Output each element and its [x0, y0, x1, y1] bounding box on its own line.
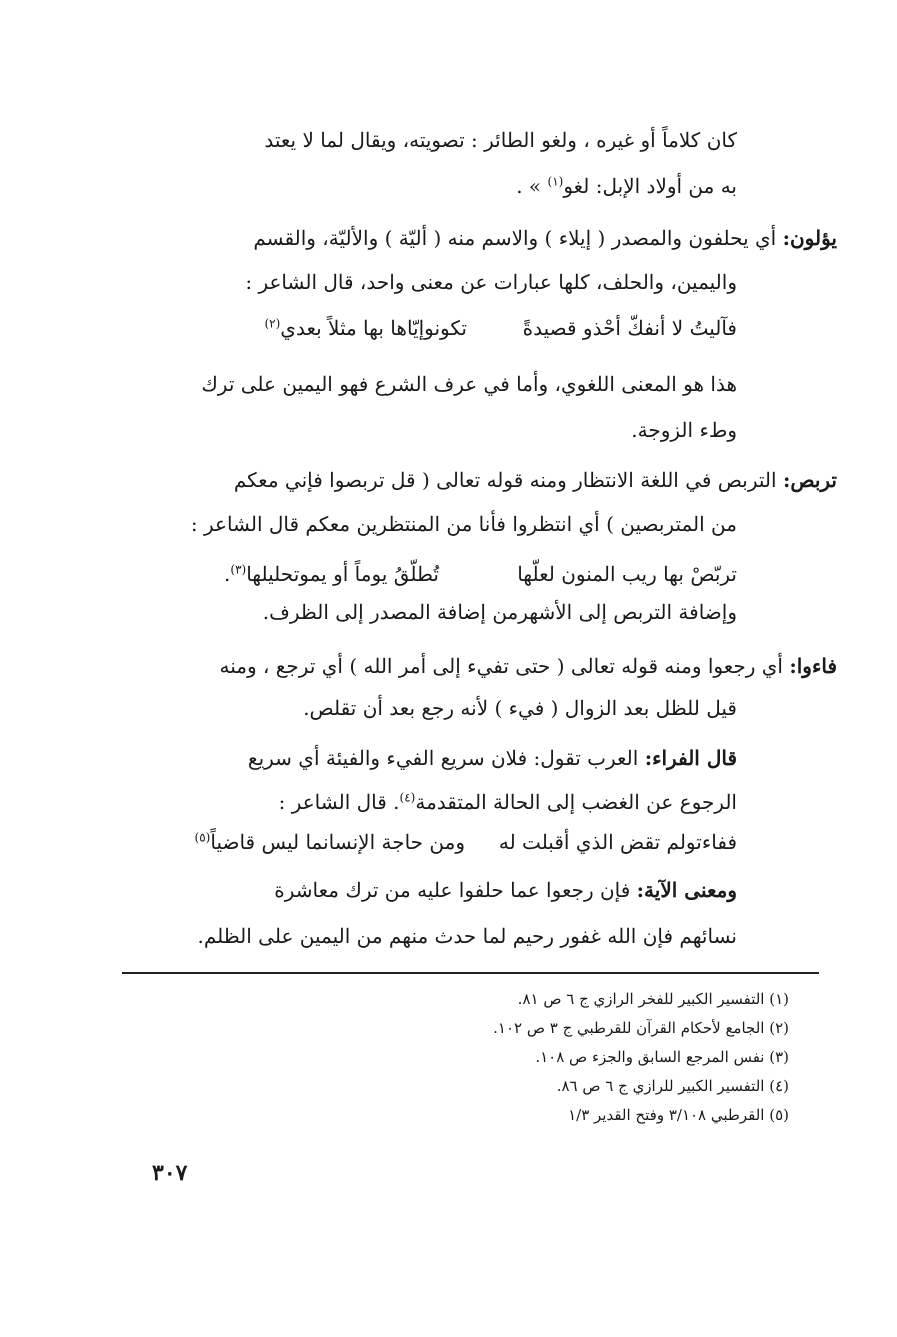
footnote-ref: (١) — [547, 174, 564, 189]
verse-second-hemistich — [224, 562, 439, 586]
body-line — [0, 468, 837, 492]
text-run: تربّصْ بها ريب المنون لعلّها — [517, 562, 737, 586]
footnote-text: (٣) نفس المرجع السابق والجزء ص ١٠٨. — [535, 1048, 789, 1066]
text-run: تكونوإيّاها بها مثلاً بعدي — [280, 316, 467, 340]
verse-first-hemistich — [517, 562, 737, 586]
footnote-ref: (٥) — [194, 830, 211, 845]
footnote — [557, 1077, 789, 1095]
verse-first-hemistich — [523, 316, 737, 340]
footnote — [518, 990, 789, 1008]
body-line — [0, 128, 737, 152]
term-label: تربص: — [782, 468, 837, 492]
text-run: فإن رجعوا عما حلفوا عليه من ترك معاشرة — [274, 878, 637, 902]
footnote-separator — [122, 972, 819, 974]
text-run: العرب تقول: فلان سريع الفيء والفيئة أي سريع — [247, 746, 645, 770]
term-label: قال الفراء: — [644, 746, 737, 770]
body-line — [0, 226, 837, 250]
body-line — [0, 270, 737, 294]
verse-second-hemistich — [195, 830, 465, 854]
text-run: وطء الزوجة. — [631, 418, 737, 442]
footnote-text: (٢) الجامع لأحكام القرآن للقرطبي ج ٣ ص ١٠٢. — [493, 1019, 789, 1037]
text-run: هذا هو المعنى اللغوي، وأما في عرف الشرع فهو اليمين على ترك — [201, 372, 737, 396]
body-line — [0, 512, 737, 536]
text-run: قيل للظل بعد الزوال ( فيء ) لأنه رجع بعد أن تقلص. — [303, 696, 737, 720]
text-run: نسائهم فإن الله غفور رحيم لما حدث منهم من اليمين على الظلم. — [197, 924, 737, 948]
text-run: وإضافة التربص إلى الأشهرمن إضافة المصدر إلى الظرف. — [262, 600, 737, 624]
text-run: ومن حاجة الإنسانما ليس قاضياً — [210, 830, 465, 854]
body-line — [0, 878, 737, 902]
text-run: واليمين، والحلف، كلها عبارات عن معنى واحد، قال الشاعر : — [245, 270, 737, 294]
footnote — [568, 1106, 789, 1124]
body-line — [0, 924, 737, 948]
body-line — [0, 654, 837, 678]
body-line — [0, 418, 737, 442]
text-run: كان كلاماً أو غيره ، ولغو الطائر : تصويته، ويقال لما لا يعتد — [264, 128, 737, 152]
text-run: ففاءتولم تقض الذي أقبلت له — [498, 830, 737, 854]
verse-second-hemistich — [264, 316, 467, 340]
verse-first-hemistich — [499, 830, 737, 854]
text-run: » . — [516, 174, 548, 198]
footnote-ref: (٤) — [399, 790, 416, 805]
body-line — [0, 372, 737, 396]
text-run: أي يحلفون والمصدر ( إيلاء ) والاسم منه ( أليّة ) والأليّة، والقسم — [253, 226, 783, 250]
text-run: فآليتُ لا أنفكّ أحْذو قصيدةً — [522, 316, 737, 340]
term-label: ومعنى الآية: — [636, 878, 737, 902]
footnote — [493, 1019, 789, 1037]
text-run: . قال الشاعر : — [278, 790, 400, 814]
footnote-text: (١) التفسير الكبير للفخر الرازي ج ٦ ص ٨١. — [517, 990, 789, 1008]
body-line — [0, 746, 737, 770]
text-run: به من أولاد الإبل: لغو — [563, 174, 737, 198]
page-number: ٣٠٧ — [152, 1160, 188, 1186]
text-run: أي رجعوا ومنه قوله تعالى ( حتى تفيء إلى أمر الله ) أي ترجع ، ومنه — [219, 654, 790, 678]
term-label: يؤلون: — [782, 226, 837, 250]
body-line — [0, 600, 737, 624]
text-run: تُطلّقُ يوماً أو يموتحليلها — [246, 562, 439, 586]
body-line — [0, 696, 737, 720]
body-line — [0, 790, 737, 814]
text-run: التربص في اللغة الانتظار ومنه قوله تعالى ( قل تربصوا فإني معكم — [233, 468, 783, 492]
text-run: الرجوع عن الغضب إلى الحالة المتقدمة — [415, 790, 737, 814]
body-line — [0, 174, 737, 198]
text-run: من المتربصين ) أي انتظروا فأنا من المنتظرين معكم قال الشاعر : — [190, 512, 737, 536]
footnote-text: (٤) التفسير الكبير للرازي ج ٦ ص ٨٦. — [556, 1077, 789, 1095]
footnote-text: (٥) القرطبي ٣/١٠٨ وفتح القدير ١/٣ — [568, 1106, 789, 1124]
footnote — [535, 1048, 789, 1066]
text-run: . — [224, 562, 231, 586]
term-label: فاءوا: — [789, 654, 837, 678]
footnote-ref: (٣) — [230, 562, 247, 577]
footnote-ref: (٢) — [264, 316, 281, 331]
